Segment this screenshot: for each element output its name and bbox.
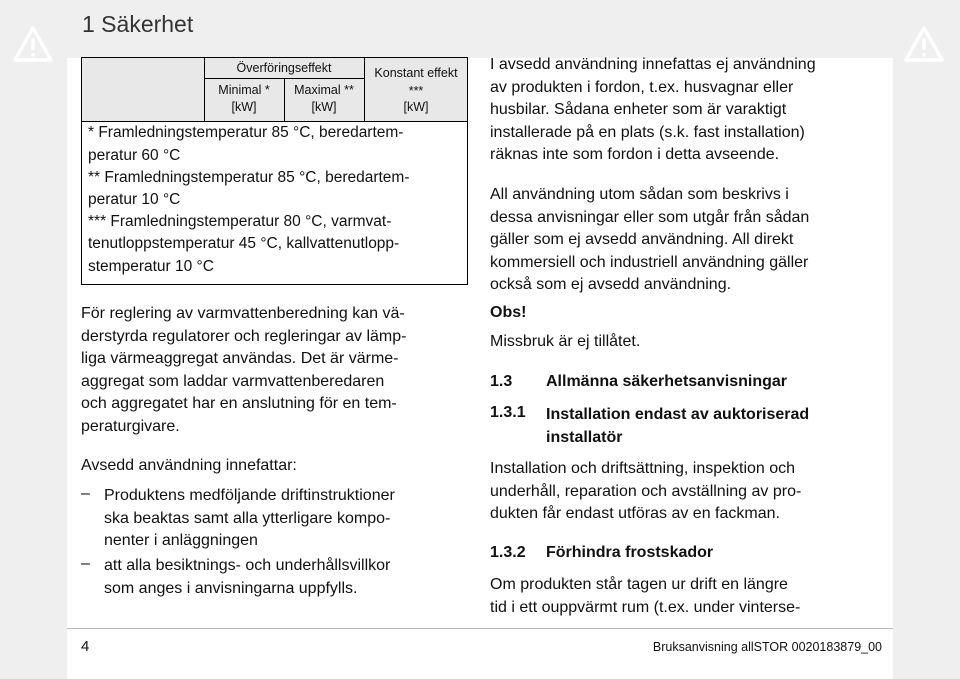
section-number: 1.3.1	[490, 404, 526, 421]
bullet-dash: –	[81, 555, 90, 572]
table-note: tenutloppstemperatur 45 °C, kallvattenutlopp-	[88, 235, 400, 252]
frost-paragraph: Om produkten står tagen ur drift en längre tid i ett ouppvärmt rum (t.ex. under vinterse-	[490, 576, 801, 616]
transfer-power-table	[81, 57, 468, 285]
table-note: ** Framledningstemperatur 85 °C, beredartem-	[88, 169, 410, 186]
col-const-unit: [kW]	[403, 100, 429, 114]
col-min-unit: [kW]	[231, 100, 257, 114]
intended-use-intro: Avsedd användning innefattar:	[81, 457, 297, 474]
left-margin-band	[0, 0, 67, 679]
col-max-header: Maximal **	[294, 83, 354, 97]
table-note: * Framledningstemperatur 85 °C, beredartem-	[88, 124, 404, 141]
bullet-dash: –	[81, 485, 90, 502]
not-intended-paragraph: I avsedd användning innefattas ej användning av produkten i fordon, t.ex. husvagnar eller husbilar. Sådana enheter som är varaktigt installerade på en plats (s.k. fast installation) räknas inte som fordon i detta avseende.	[490, 56, 816, 163]
group-header: Överföringseffekt	[236, 61, 332, 75]
other-use-paragraph: All användning utom sådan som beskrivs i dessa anvisningar eller som utgår från sådan gäller som ej avsedd användning. All direkt kommersiell och industriell användning gäller också som ej avsedd användning.	[490, 186, 810, 293]
section-number: 1.3.2	[490, 544, 526, 561]
section-number: 1.3	[490, 373, 513, 390]
page-title: 1 Säkerhet	[82, 11, 194, 37]
bullet-item: Produktens medföljande driftinstruktioner ska beaktas samt alla ytterligare kompo- nenter i anläggningen	[104, 487, 395, 549]
bullet-item: att alla besiktnings- och underhållsvillkor som anges i anvisningarna uppfylls.	[104, 557, 391, 597]
table-note: peratur 60 °C	[88, 147, 181, 164]
footer-rule	[67, 628, 893, 629]
document-id: Bruksanvisning allSTOR 0020183879_00	[652, 640, 882, 654]
page-number: 4	[81, 638, 90, 655]
installation-paragraph: Installation och driftsättning, inspektion och underhåll, reparation och avställning av pro- dukten får endast utföras av en fackman.	[490, 460, 802, 522]
section-title: Förhindra frostskador	[546, 544, 714, 561]
table-note: peratur 10 °C	[88, 191, 181, 208]
right-margin-band	[893, 0, 960, 679]
obs-label: Obs!	[490, 304, 527, 321]
col-min-header: Minimal *	[218, 83, 270, 97]
regulation-paragraph: För reglering av varmvattenberedning kan vä- derstyrda regulatorer och regleringar av lämp- liga värmeaggregat användas. Det är värme- aggregat som laddar varmvattenberedaren och aggregatet har en anslutning för en tem- peraturgivare.	[81, 305, 407, 435]
table-note: *** Framledningstemperatur 80 °C, varmvat-	[88, 213, 392, 230]
table-note: stemperatur 10 °C	[88, 258, 214, 275]
col-max-unit: [kW]	[311, 100, 337, 114]
col-const-header: Konstant effekt ***	[374, 66, 458, 98]
obs-text: Missbruk är ej tillåtet.	[490, 333, 641, 350]
section-title: Installation endast av auktoriserad installatör	[546, 406, 810, 446]
section-title: Allmänna säkerhetsanvisningar	[546, 373, 787, 390]
